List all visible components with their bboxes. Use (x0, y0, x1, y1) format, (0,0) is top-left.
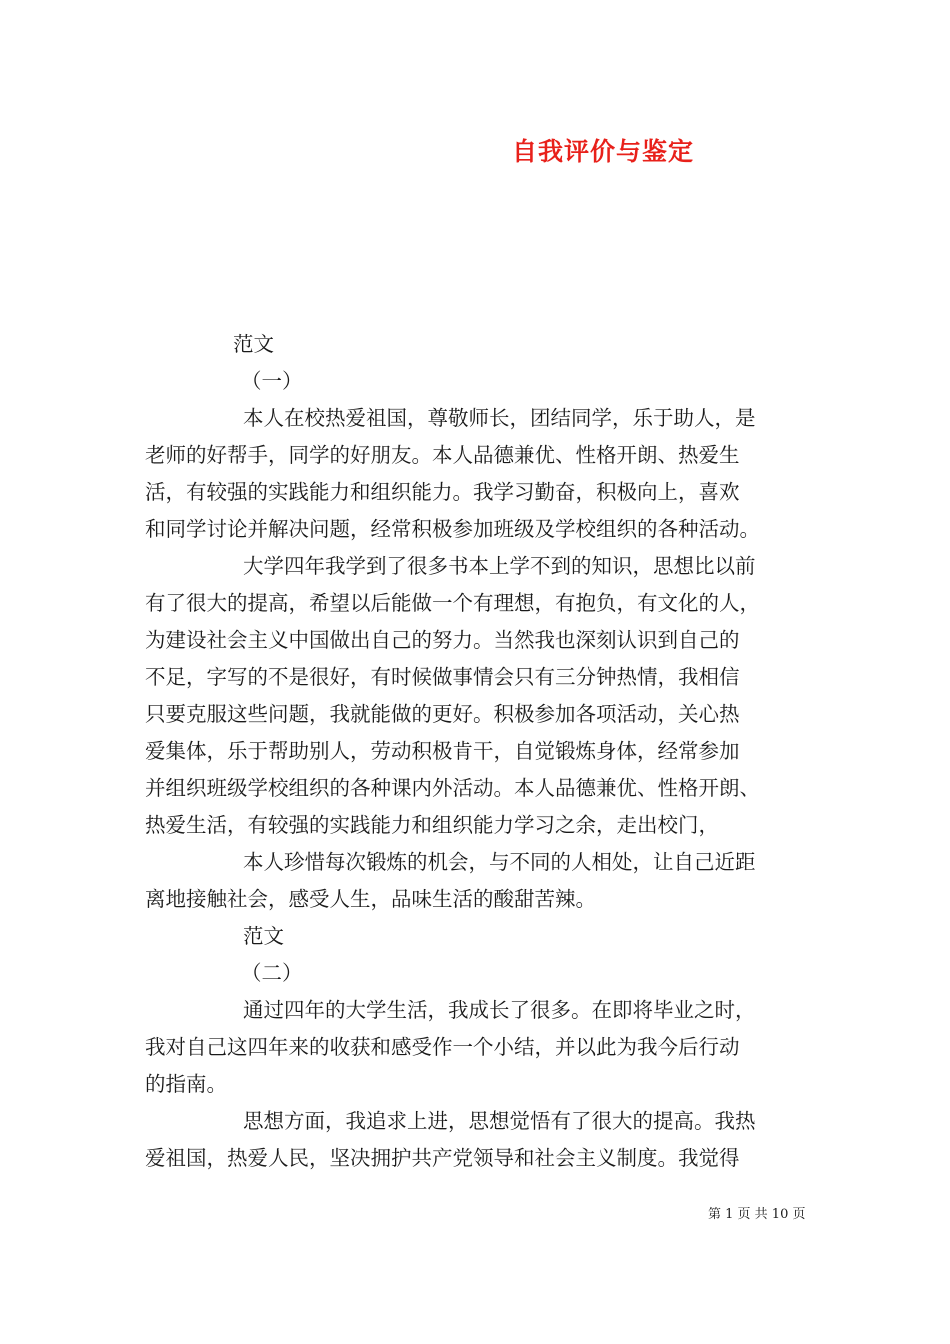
text-line: 为建设社会主义中国做出自己的努力。当然我也深刻认识到自己的 (145, 628, 740, 652)
text-line: 并组织班级学校组织的各种课内外活动。本人品德兼优、性格开朗、 (145, 776, 760, 800)
text-line: 活，有较强的实践能力和组织能力。我学习勤奋，积极向上，喜欢 (145, 480, 740, 504)
text-line: 思想方面，我追求上进，思想觉悟有了很大的提高。我热 (243, 1109, 756, 1133)
text-line: 和同学讨论并解决问题，经常积极参加班级及学校组织的各种活动。 (145, 517, 760, 541)
text-line: 我对自己这四年来的收获和感受作一个小结，并以此为我今后行动 (145, 1035, 740, 1059)
text-line: 热爱生活，有较强的实践能力和组织能力学习之余，走出校门， (145, 813, 719, 837)
text-line: 离地接触社会，感受人生，品味生活的酸甜苦辣。 (145, 887, 596, 911)
text-line: 本人珍惜每次锻炼的机会，与不同的人相处，让自己近距 (243, 850, 756, 874)
text-line: 爱祖国，热爱人民，坚决拥护共产党领导和社会主义制度。我觉得 (145, 1146, 740, 1170)
document-title: 自我评价与鉴定 (512, 137, 695, 166)
text-line: 爱集体，乐于帮助别人，劳动积极肯干，自觉锻炼身体，经常参加 (145, 739, 740, 763)
page-number-footer: 第 1 页 共 10 页 (708, 1207, 806, 1222)
text-line: 不足，字写的不是很好，有时候做事情会只有三分钟热情，我相信 (145, 665, 740, 689)
text-line: 大学四年我学到了很多书本上学不到的知识，思想比以前 (243, 554, 756, 578)
text-line: 只要克服这些问题，我就能做的更好。积极参加各项活动，关心热 (145, 702, 740, 726)
document-body (145, 326, 807, 1177)
text-line: 通过四年的大学生活，我成长了很多。在即将毕业之时， (243, 998, 756, 1022)
text-line: （二） (241, 961, 303, 985)
text-line: （一） (241, 369, 303, 393)
text-line: 的指南。 (145, 1072, 227, 1096)
text-line: 有了很大的提高，希望以后能做一个有理想，有抱负，有文化的人， (145, 591, 760, 615)
text-line: 范文 (243, 924, 284, 948)
text-line: 老师的好帮手，同学的好朋友。本人品德兼优、性格开朗、热爱生 (145, 443, 740, 467)
text-line: 本人在校热爱祖国，尊敬师长，团结同学，乐于助人，是 (243, 406, 756, 430)
text-line: 范文 (233, 332, 274, 356)
